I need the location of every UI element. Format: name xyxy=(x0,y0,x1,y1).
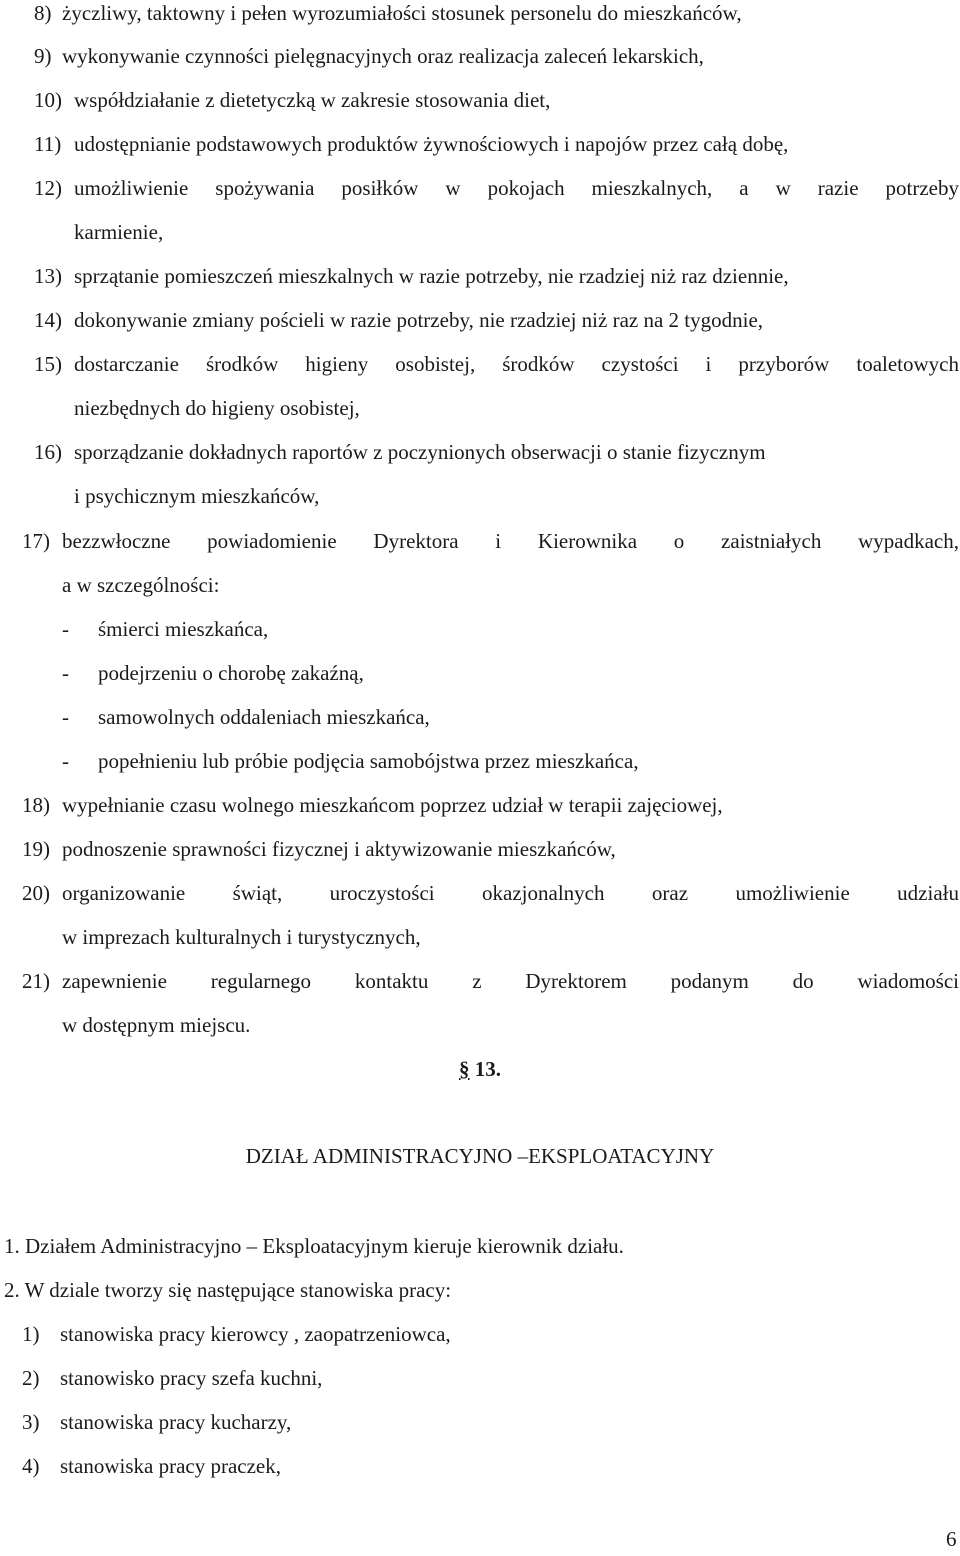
list-item-text-continued: i psychicznym mieszkańców, xyxy=(74,484,320,508)
list-item-text-continued: karmienie, xyxy=(74,220,164,244)
list-item-number: 3) xyxy=(22,1410,40,1434)
list-item-number: 15) xyxy=(34,352,62,376)
list-item-number: 11) xyxy=(34,132,62,156)
list-item-number: 9) xyxy=(34,44,52,68)
list-item-number: 19) xyxy=(22,837,50,861)
list-item-text: udostępnianie podstawowych produktów żywnościowych i napojów przez całą dobę, xyxy=(74,132,789,156)
list-item-number: 2) xyxy=(22,1366,40,1390)
dash-item-text: popełnieniu lub próbie podjęcia samobójstwa przez mieszkańca, xyxy=(98,749,639,773)
point-1: 1. Działem Administracyjno – Eksploatacyjnym kieruje kierownik działu. xyxy=(4,1234,624,1258)
section-number xyxy=(0,1056,960,1082)
paragraph-symbol: § xyxy=(459,1057,470,1081)
list-item-number: 13) xyxy=(34,264,62,288)
list-item-number: 10) xyxy=(34,88,62,112)
list-item-number: 1) xyxy=(22,1322,40,1346)
list-item-text: organizowanie świąt, uroczystości okazjonalnych oraz umożliwienie udziału xyxy=(62,881,959,905)
list-item-text: zapewnienie regularnego kontaktu z Dyrektorem podanym do wiadomości xyxy=(62,969,959,993)
list-item-text: sporządzanie dokładnych raportów z poczynionych obserwacji o stanie fizycznym xyxy=(74,440,766,464)
list-item-text-continued: niezbędnych do higieny osobistej, xyxy=(74,396,360,420)
list-item-number: 21) xyxy=(22,969,50,993)
list-item-number: 8) xyxy=(34,1,52,25)
section-number-value: 13. xyxy=(474,1057,501,1081)
dash-item-text: podejrzeniu o chorobę zakaźną, xyxy=(98,661,364,685)
dash-marker: - xyxy=(62,617,69,641)
list-item-text: stanowisko pracy szefa kuchni, xyxy=(60,1366,323,1390)
list-item-number: 4) xyxy=(22,1454,40,1478)
dash-marker: - xyxy=(62,661,69,685)
list-item-number: 17) xyxy=(22,529,50,553)
list-item-number: 18) xyxy=(22,793,50,817)
point-2: 2. W dziale tworzy się następujące stanowiska pracy: xyxy=(4,1278,452,1302)
list-item-number: 16) xyxy=(34,440,62,464)
list-item-text: wypełnianie czasu wolnego mieszkańcom poprzez udział w terapii zajęciowej, xyxy=(62,793,723,817)
list-item-text: życzliwy, taktowny i pełen wyrozumiałości stosunek personelu do mieszkańców, xyxy=(62,1,742,25)
list-item-text: współdziałanie z dietetyczką w zakresie stosowania diet, xyxy=(74,88,551,112)
list-item-text: wykonywanie czynności pielęgnacyjnych oraz realizacja zaleceń lekarskich, xyxy=(62,44,704,68)
section-title: DZIAŁ ADMINISTRACYJNO –EKSPLOATACYJNY xyxy=(245,1144,715,1168)
list-item-text: dokonywanie zmiany pościeli w razie potrzeby, nie rzadziej niż raz na 2 tygodnie, xyxy=(74,308,764,332)
list-item-text: dostarczanie środków higieny osobistej, środków czystości i przyborów toaletowych xyxy=(74,352,959,376)
page-number: 6 xyxy=(946,1527,957,1551)
dash-item-text: samowolnych oddaleniach mieszkańca, xyxy=(98,705,430,729)
list-item-number: 20) xyxy=(22,881,50,905)
list-item-text-continued: a w szczególności: xyxy=(62,573,220,597)
list-item-number: 12) xyxy=(34,176,62,200)
dash-marker: - xyxy=(62,749,69,773)
list-item-text-continued: w dostępnym miejscu. xyxy=(62,1013,251,1037)
list-item-text: sprzątanie pomieszczeń mieszkalnych w razie potrzeby, nie rzadziej niż raz dziennie, xyxy=(74,264,789,288)
dash-marker: - xyxy=(62,705,69,729)
list-item-number: 14) xyxy=(34,308,62,332)
list-item-text: podnoszenie sprawności fizycznej i aktywizowanie mieszkańców, xyxy=(62,837,616,861)
list-item-text: stanowiska pracy kucharzy, xyxy=(60,1410,292,1434)
list-item-text: stanowiska pracy praczek, xyxy=(60,1454,281,1478)
dash-item-text: śmierci mieszkańca, xyxy=(98,617,269,641)
list-item-text: umożliwienie spożywania posiłków w pokojach mieszkalnych, a w razie potrzeby xyxy=(74,176,959,200)
list-item-text: bezzwłoczne powiadomienie Dyrektora i Kierownika o zaistniałych wypadkach, xyxy=(62,529,959,553)
list-item-text: stanowiska pracy kierowcy , zaopatrzeniowca, xyxy=(60,1322,451,1346)
list-item-text-continued: w imprezach kulturalnych i turystycznych, xyxy=(62,925,421,949)
